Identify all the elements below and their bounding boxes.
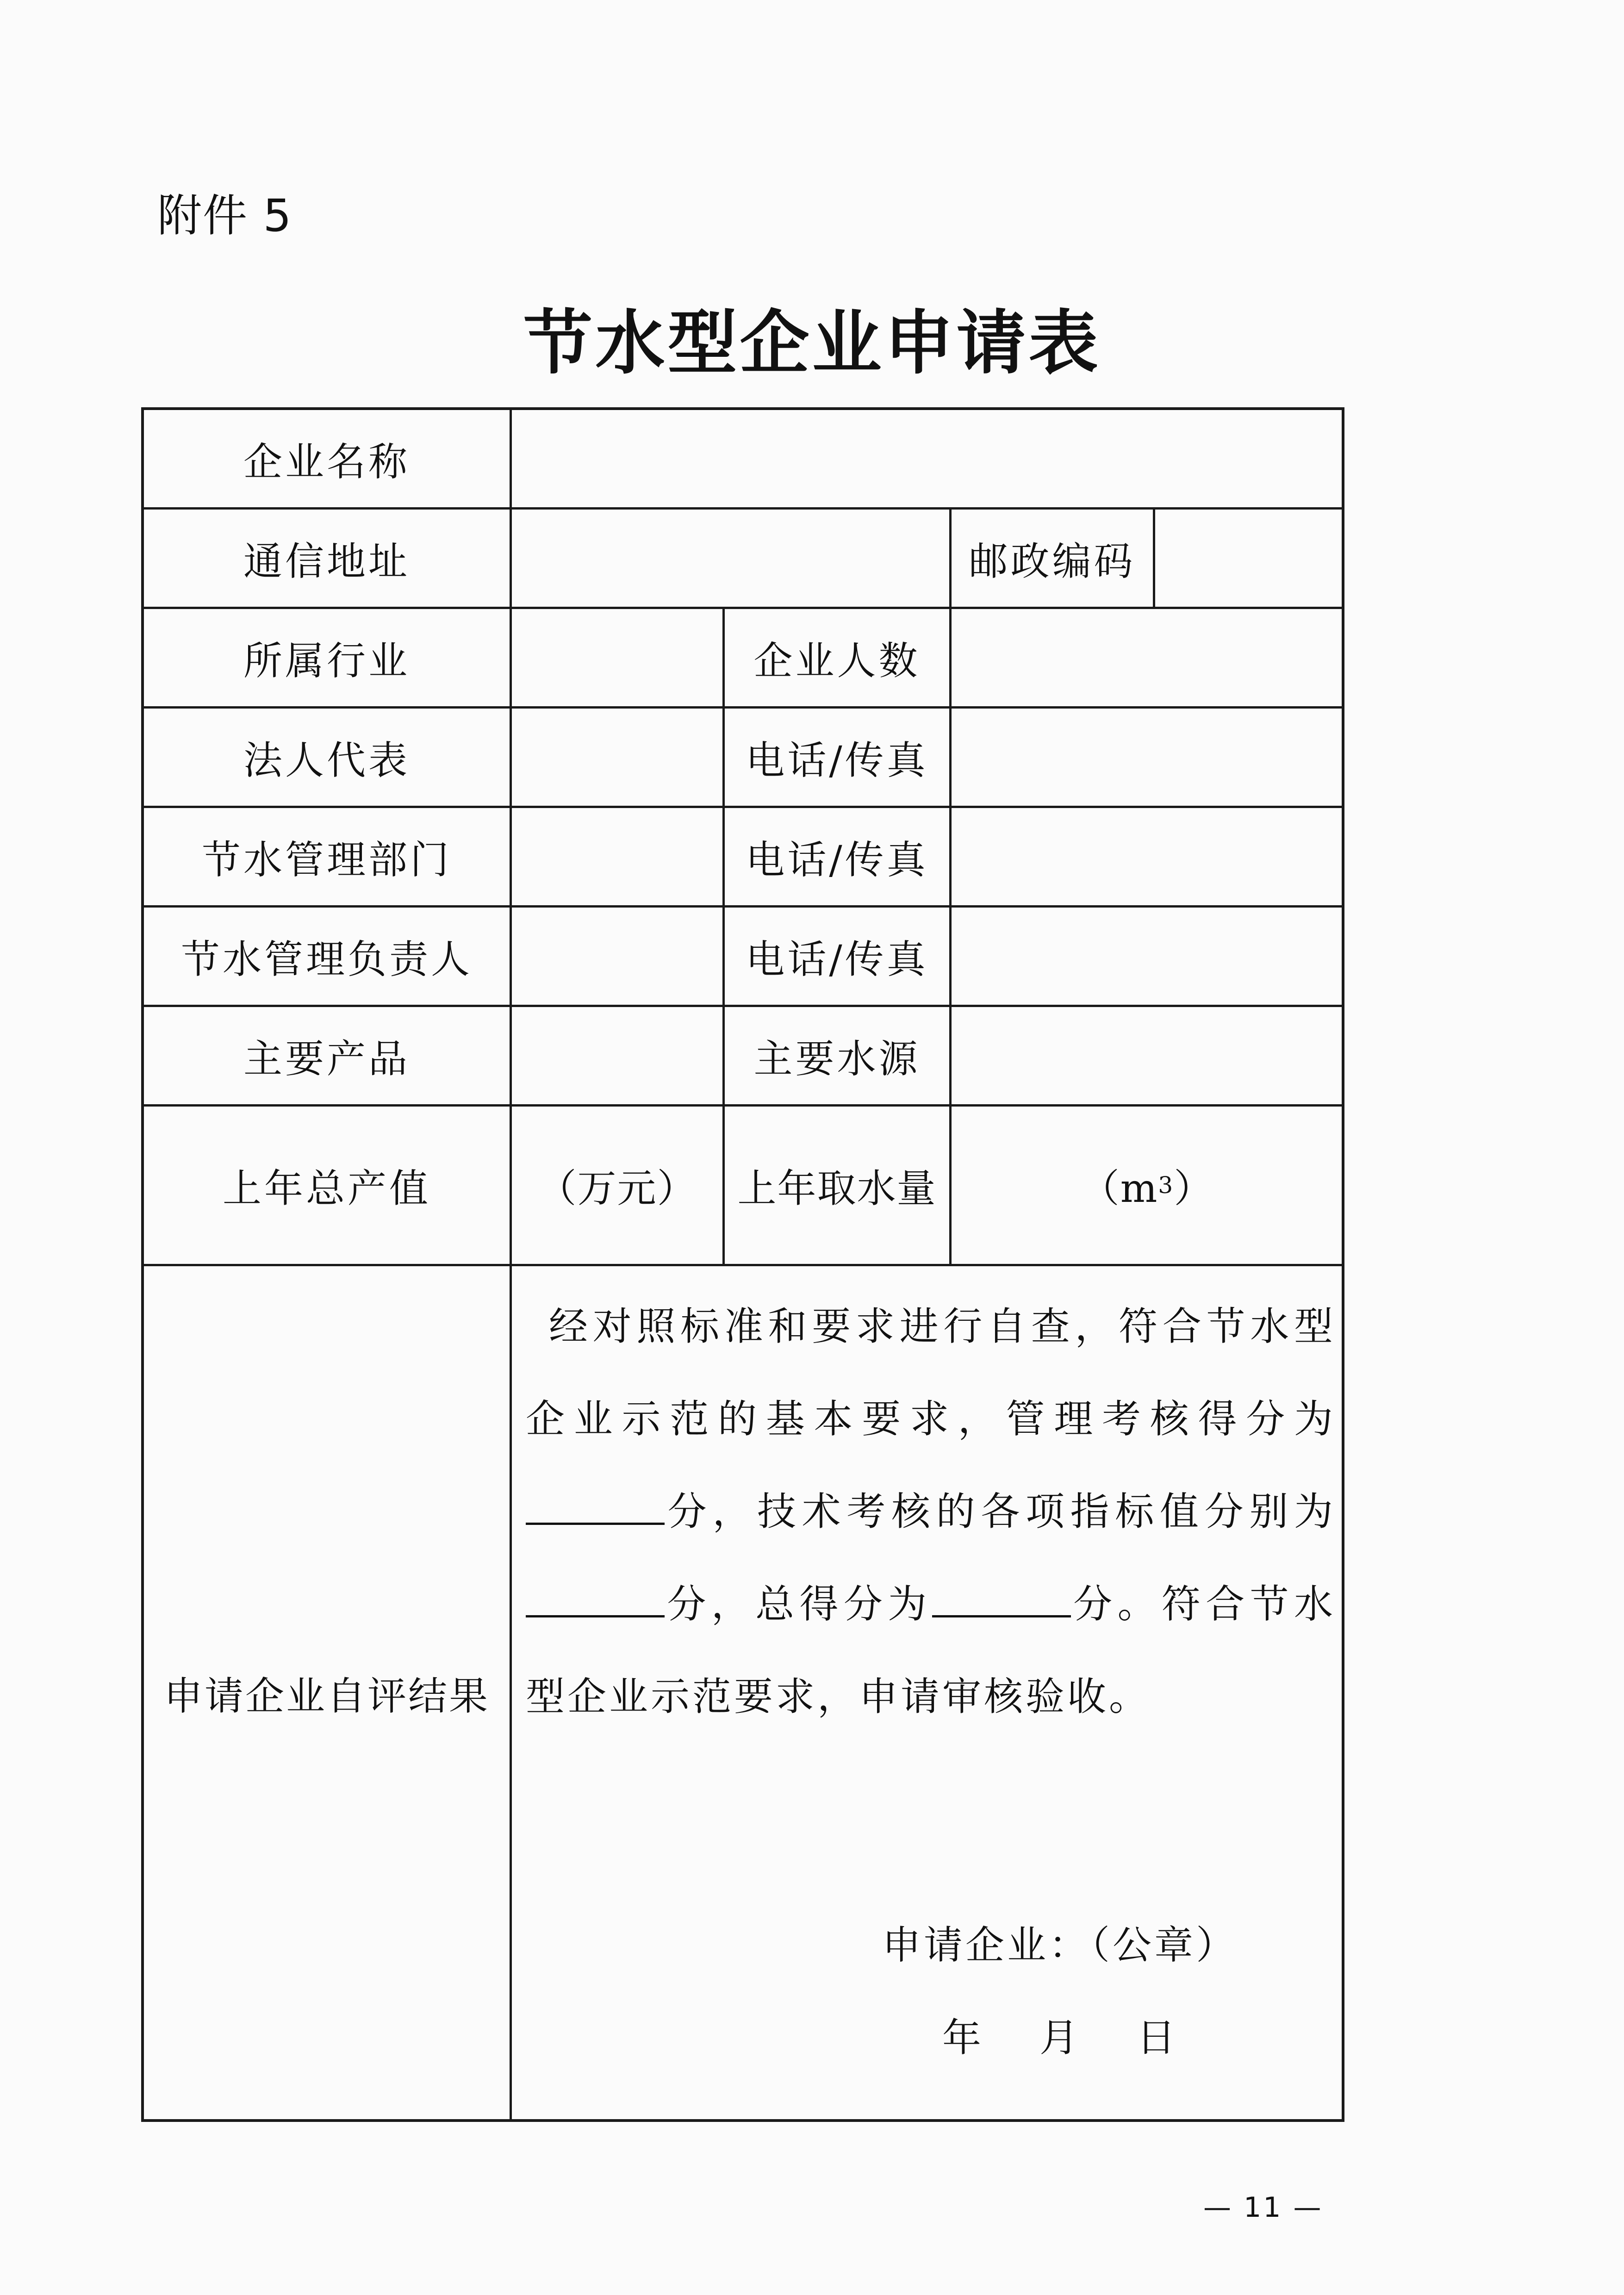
- phone-fax-label: 电话/传真: [746, 737, 928, 783]
- eval-part-4: 分。符合节水型企业示范要求，申请审核验收。: [526, 1581, 1336, 1719]
- water-intake-field[interactable]: [952, 1107, 1343, 1264]
- total-score-blank[interactable]: [932, 1583, 1071, 1617]
- postal-code-label: 邮政编码: [969, 538, 1136, 584]
- attachment-label: 附件 5: [157, 190, 292, 242]
- phone-fax-label: 电话/传真: [746, 837, 928, 883]
- eval-part-1: 经对照标准和要求进行自查，符合节水型企业示范的基本要求，管理考核得分为: [526, 1304, 1336, 1442]
- phone-fax-label: 电话/传真: [746, 936, 928, 982]
- company-name-field[interactable]: [512, 410, 1343, 507]
- manager-field[interactable]: [512, 908, 722, 1005]
- output-label: 上年总产值: [222, 1165, 431, 1211]
- products-field[interactable]: [512, 1007, 722, 1104]
- phone-fax-field[interactable]: [952, 908, 1343, 1005]
- water-intake-label: 上年取水量: [737, 1165, 937, 1211]
- date-month: 月: [1039, 2015, 1082, 2060]
- technical-score-blank[interactable]: [526, 1583, 665, 1617]
- water-source-field[interactable]: [952, 1007, 1343, 1104]
- legal-rep-field[interactable]: [512, 709, 722, 806]
- employees-label: 企业人数: [753, 638, 921, 684]
- output-unit[interactable]: （万元）: [537, 1165, 697, 1211]
- company-name-label: 企业名称: [243, 439, 410, 485]
- page-number: — 11 —: [1203, 2191, 1323, 2224]
- water-unit-close: ）: [1174, 1165, 1214, 1211]
- application-form-table: [141, 407, 1344, 2122]
- water-unit-superscript: 3: [1158, 1172, 1174, 1199]
- manager-label: 节水管理负责人: [180, 936, 473, 982]
- products-label: 主要产品: [243, 1036, 410, 1082]
- address-label: 通信地址: [243, 538, 410, 584]
- dept-field[interactable]: [512, 808, 722, 905]
- industry-label: 所属行业: [243, 638, 410, 684]
- date-year: 年: [942, 2015, 984, 2060]
- phone-fax-field[interactable]: [952, 709, 1343, 806]
- self-eval-text: [526, 1266, 1336, 1743]
- form-title: 节水型企业申请表: [523, 302, 1101, 384]
- eval-part-2: 分，技术考核的各项指标值分别为: [665, 1489, 1336, 1534]
- employees-field[interactable]: [952, 609, 1343, 706]
- legal-rep-label: 法人代表: [243, 737, 410, 783]
- water-source-label: 主要水源: [753, 1036, 921, 1082]
- eval-part-3: 分，总得分为: [665, 1581, 932, 1627]
- industry-field[interactable]: [512, 609, 722, 706]
- water-unit-open: （m: [1080, 1165, 1158, 1211]
- phone-fax-field[interactable]: [952, 808, 1343, 905]
- postal-code-field[interactable]: [1155, 510, 1343, 607]
- self-eval-label: 申请企业自评结果: [163, 1673, 490, 1719]
- date-day: 日: [1137, 2015, 1179, 2060]
- dept-label: 节水管理部门: [201, 837, 452, 883]
- management-score-blank[interactable]: [526, 1490, 665, 1525]
- applicant-seal-label: 申请企业：（公章）: [882, 1922, 1238, 1968]
- self-eval-section: [512, 1266, 1343, 2120]
- address-field[interactable]: [512, 510, 949, 607]
